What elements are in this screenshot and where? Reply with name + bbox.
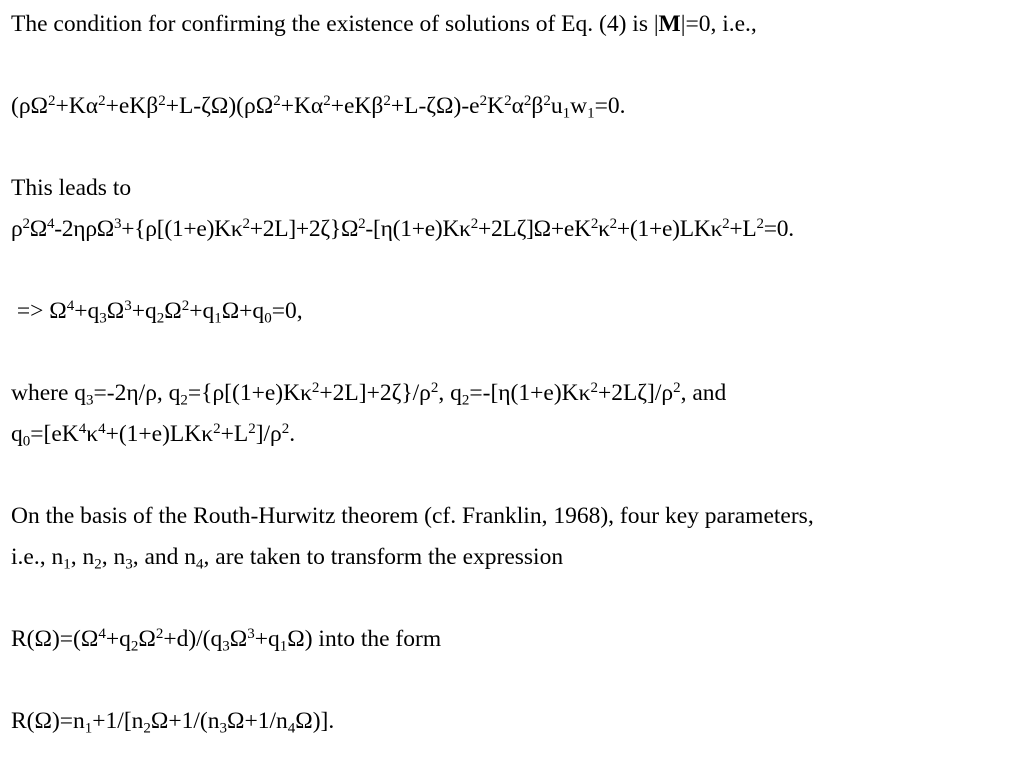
text-segment: (ρΩ: [11, 93, 49, 119]
subscript: 3: [222, 638, 230, 655]
text-line-key-parameters: [11, 544, 564, 573]
bold-text: M: [658, 11, 681, 37]
text-segment: β: [531, 93, 544, 119]
superscript: 2: [383, 92, 391, 109]
superscript: 2: [609, 215, 617, 232]
subscript: 3: [99, 310, 107, 327]
text-segment: =0,: [271, 298, 303, 324]
text-segment: +Kα: [280, 93, 324, 119]
subscript: 0: [22, 433, 31, 450]
superscript: 4: [78, 420, 87, 437]
equation-r-omega-expression: [11, 625, 442, 655]
text-segment: ={ρ[(1+e)Kκ: [187, 380, 312, 406]
superscript: 2: [213, 420, 221, 437]
subscript: 3: [125, 556, 133, 573]
superscript: 2: [430, 379, 439, 396]
superscript: 2: [590, 379, 598, 396]
text-segment: κ: [598, 216, 610, 242]
text-segment: , n: [70, 544, 95, 570]
text-segment: +(1+e)LKκ: [105, 421, 214, 447]
text-segment: .: [289, 421, 296, 447]
text-segment: =[eK: [30, 421, 79, 447]
text-segment: +q: [189, 298, 215, 324]
text-segment: +Kα: [55, 93, 99, 119]
text-segment: On the basis of the Routh-Hurwitz theorem (cf. Franklin, 1968), four key parameters,: [11, 503, 814, 529]
text-segment: , q: [438, 380, 462, 406]
subscript: 4: [196, 556, 204, 573]
text-segment: Ω: [138, 626, 156, 652]
subscript: 2: [130, 638, 139, 655]
text-segment: Ω) into the form: [287, 626, 442, 652]
text-segment: +q: [105, 626, 131, 652]
text-segment: +L: [729, 216, 757, 242]
text-segment: +2L]+2ζ}/ρ: [319, 380, 431, 406]
superscript: 2: [48, 92, 56, 109]
text-segment: ]/ρ: [255, 421, 282, 447]
superscript: 2: [722, 215, 730, 232]
text-line-this-leads-to: [11, 177, 131, 201]
text-segment: , and: [680, 380, 727, 406]
text-segment: ρ: [11, 216, 23, 242]
text-segment: Ω: [164, 298, 182, 324]
subscript: 2: [94, 556, 102, 573]
subscript: 2: [143, 720, 151, 737]
equation-determinant: [11, 92, 626, 122]
text-segment: +L: [220, 421, 249, 447]
text-segment: +L-ζΩ)-e: [390, 93, 480, 119]
text-segment: +eKβ: [330, 93, 384, 119]
superscript: 2: [358, 215, 366, 232]
text-segment: => Ω: [11, 298, 67, 324]
text-segment: +q: [254, 626, 280, 652]
superscript: 4: [66, 297, 75, 314]
superscript: 2: [242, 215, 250, 232]
text-segment: q: [11, 421, 23, 447]
text-segment: κ: [86, 421, 99, 447]
text-segment: Ω+1/(n: [150, 708, 220, 734]
superscript: 2: [479, 92, 488, 109]
superscript: 2: [158, 92, 166, 109]
text-segment: Ω+q: [221, 298, 265, 324]
subscript: 2: [156, 310, 165, 327]
subscript: 1: [279, 638, 288, 655]
text-segment: Ω: [229, 626, 248, 652]
text-segment: |=0, i.e.,: [680, 11, 757, 37]
superscript: 2: [155, 625, 164, 642]
superscript: 4: [98, 420, 106, 437]
superscript: 2: [181, 297, 190, 314]
superscript: 4: [98, 625, 106, 642]
text-segment: , n: [101, 544, 126, 570]
superscript: 2: [323, 92, 331, 109]
superscript: 2: [504, 92, 512, 109]
text-segment: -[η(1+e)Kκ: [365, 216, 471, 242]
text-segment: This leads to: [11, 175, 132, 201]
text-segment: =0.: [763, 216, 794, 242]
text-segment: R(Ω)=(Ω: [11, 626, 99, 652]
subscript: 1: [84, 720, 93, 737]
text-line-coefficients: [11, 379, 727, 409]
text-segment: +2L]+2ζ}Ω: [249, 216, 359, 242]
text-segment: w: [570, 93, 588, 119]
subscript: 3: [86, 392, 94, 409]
text-segment: Ω+1/n: [226, 708, 288, 734]
subscript: 0: [264, 310, 272, 327]
text-segment: Ω: [106, 298, 125, 324]
text-segment: R(Ω)=n: [11, 708, 85, 734]
superscript: 2: [281, 420, 290, 437]
text-segment: +1/[n: [92, 708, 144, 734]
text-segment: Ω: [29, 216, 47, 242]
text-segment: Ω)].: [295, 708, 335, 734]
superscript: 3: [114, 215, 122, 232]
superscript: 2: [311, 379, 320, 396]
text-segment: -2ηρΩ: [54, 216, 115, 242]
equation-quartic-normalized: [11, 297, 303, 327]
superscript: 2: [673, 379, 681, 396]
superscript: 2: [22, 215, 30, 232]
subscript: 1: [587, 105, 595, 122]
subscript: 1: [562, 105, 571, 122]
text-segment: =0.: [594, 93, 626, 119]
text-segment: i.e., n: [11, 544, 64, 570]
superscript: 3: [247, 625, 255, 642]
text-line-existence-condition: [11, 13, 757, 37]
equation-r-omega-continued-fraction: [11, 708, 335, 737]
text-segment: +2Lζ]Ω+eK: [478, 216, 591, 242]
superscript: 2: [590, 215, 599, 232]
subscript: 2: [180, 392, 188, 409]
text-segment: , and n: [132, 544, 197, 570]
text-segment: K: [487, 93, 505, 119]
superscript: 4: [46, 215, 55, 232]
subscript: 2: [461, 392, 470, 409]
subscript: 1: [63, 556, 71, 573]
subscript: 3: [219, 720, 227, 737]
text-segment: +d)/(q: [163, 626, 223, 652]
text-line-routh-hurwitz: [11, 505, 814, 529]
text-segment: α: [511, 93, 524, 119]
superscript: 2: [756, 215, 764, 232]
superscript: 3: [124, 297, 132, 314]
text-segment: +eKβ: [105, 93, 159, 119]
text-segment: , are taken to transform the expression: [203, 544, 564, 570]
superscript: 2: [523, 92, 532, 109]
superscript: 2: [470, 215, 479, 232]
superscript: 2: [273, 92, 281, 109]
text-segment: +2Lζ]/ρ: [597, 380, 674, 406]
text-segment: u: [550, 93, 563, 119]
text-segment: +(1+e)LKκ: [616, 216, 723, 242]
text-segment: +{ρ[(1+e)Kκ: [121, 216, 243, 242]
text-line-q0-definition: [11, 420, 296, 450]
text-segment: =-[η(1+e)Kκ: [469, 380, 591, 406]
subscript: 4: [287, 720, 296, 737]
equation-quartic-expanded: [11, 215, 794, 242]
superscript: 2: [98, 92, 106, 109]
subscript: 1: [214, 310, 222, 327]
text-segment: +q: [131, 298, 157, 324]
text-segment: +L-ζΩ)(ρΩ: [165, 93, 274, 119]
superscript: 2: [248, 420, 256, 437]
text-segment: =-2η/ρ, q: [93, 380, 181, 406]
superscript: 2: [543, 92, 551, 109]
text-segment: The condition for confirming the existence of solutions of Eq. (4) is |: [11, 11, 659, 37]
text-segment: +q: [74, 298, 100, 324]
text-segment: where q: [11, 380, 87, 406]
